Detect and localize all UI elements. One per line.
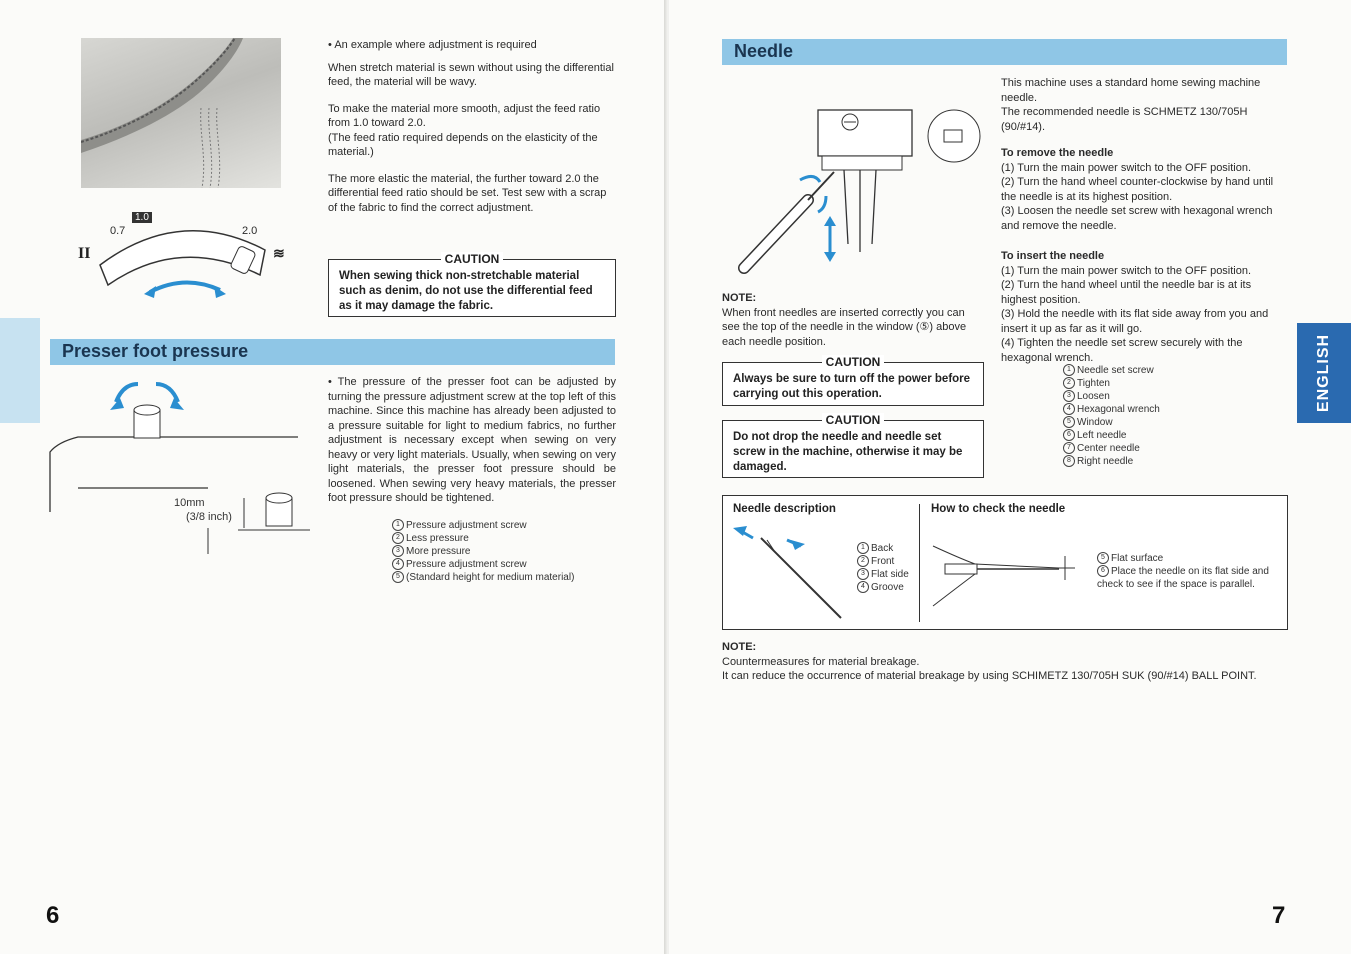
remove-title: To remove the needle [1001,147,1114,159]
needle-heading-band [722,39,1287,65]
presser-dim-mm: 10mm [174,497,205,509]
remove-step-3: (3) Loosen the needle set screw with hexagonal wrench and remove the needle. [1001,205,1273,232]
left-side-tab [0,318,40,423]
presser-legend-3: More pressure [406,546,471,557]
wavy-fabric-photo [81,38,281,188]
stretch-p3: (The feed ratio required depends on the elasticity of the material.) [328,131,598,158]
needle-info-box [722,495,1288,630]
dial-min-label: 0.7 [110,225,126,237]
presser-legend-1: Pressure adjustment screw [406,520,527,531]
presser-legend-2: Less pressure [406,533,469,544]
needle-note-body: When front needles are inserted correctly you can see the top of the needle in the window (⑤) above each needle position. [722,306,967,348]
insert-step-1: (1) Turn the main power switch to the OFF position. [1001,264,1252,277]
insert-step-2: (2) Turn the hand wheel until the needle bar is at its highest position. [1001,279,1252,306]
needle-note-title: NOTE: [722,292,757,304]
stretch-p2: To make the material more smooth, adjust the feed ratio from 1.0 toward 2.0. [328,102,601,129]
note2-line2: It can reduce the occurrence of material breakage by using SCHIMETZ 130/705H SUK (90/#14) BALL POINT. [722,670,1257,682]
desc-legend-2: Front [871,556,895,567]
svg-text:II: II [78,245,91,262]
presser-legend-4: Pressure adjustment screw [406,559,527,570]
caution-drop-body: Do not drop the needle and needle set screw in the machine, otherwise it may be damaged. [733,431,963,473]
page-number-left: 6 [46,902,60,929]
stretch-bullet-title: An example where adjustment is required [334,39,537,51]
presser-heading: Presser foot pressure [62,341,249,361]
check-legend-1: Flat surface [1111,553,1164,564]
note2-line1: Countermeasures for material breakage. [722,655,920,668]
presser-text-block: • The pressure of the presser foot can be adjusted by turning the pressure adjustment screw at the top left of this machine. Since this machine has already been adjusted to a pressure suitable for light to medium fabrics, no further adjustment is necessary except when sewing on very heavy or very light materials. Usually, when sewing on very light materials, the presser foot pressure should be loosened. When sewing very heavy materials, the presser foot pressure should be tightened. [328,376,616,504]
remove-step-2: (2) Turn the hand wheel counter-clockwise by hand until the needle is at its highest position. [1001,176,1274,203]
needle-legend: 1 Needle set screw 2 Tighten 3 Loosen 4 Hexagonal wrench 5 Window 6 Left needle 7 Center needle 8 Right needle [1063,364,1160,468]
english-language-tab [1297,323,1351,423]
stretch-p1: When stretch material is sewn without using the differential feed, the material will be wavy. [328,61,614,88]
caution-differential-feed [328,252,616,317]
needle-heading: Needle [734,41,794,61]
needle-legend-1: Needle set screw [1077,365,1154,376]
needle-recommended: The recommended needle is SCHMETZ 130/705H (90/#14). [1001,106,1248,133]
needle-legend-2: Tighten [1077,378,1110,389]
needle-legend-5: Window [1077,417,1113,428]
desc-legend-4: Groove [871,582,904,593]
needle-intro: This machine uses a standard home sewing machine needle. [1001,77,1261,104]
caution-title: CAUTION [441,252,504,266]
needle-text-block [1001,76,1287,365]
presser-body: The pressure of the presser foot can be adjusted by turning the pressure adjustment screw at the top left of this machine. Since this machine has already been adjusted to a pressure suitable for light to medium fabrics, no further adjustment is necessary except when sewing on very heavy or very light materials. Usually, when sewing on very light materials, the presser foot pressure should be loosened. When sewing very heavy materials, the presser foot pressure should be tightened. [328,376,616,504]
desc-legend-1: Back [871,543,894,554]
remove-step-1: (1) Turn the main power switch to the OFF position. [1001,161,1252,174]
insert-step-4: (4) Tighten the needle set screw securely with the hexagonal wrench. [1001,337,1243,364]
needle-legend-4: Hexagonal wrench [1077,404,1160,415]
left-page [0,0,667,954]
needle-description-title: Needle description [733,503,836,515]
note2-title: NOTE: [722,641,757,653]
check-needle-figure [929,522,1089,622]
dial-mid-label: 1.0 [132,212,152,223]
presser-legend: 1 Pressure adjustment screw 2 Less pressure 3 More pressure 4 Pressure adjustment screw 5 (Standard height for medium material) [392,519,574,584]
needle-legend-7: Center needle [1077,443,1140,454]
presser-foot-diagram [48,372,318,562]
caution-power-off [722,355,984,406]
needle-legend-6: Left needle [1077,430,1127,441]
needle-legend-8: Right needle [1077,456,1134,467]
check-needle-legend: 5 Flat surface 6 Place the needle on its flat side and check to see if the space is parallel. [1097,553,1269,590]
check-legend-2: Place the needle on its flat side and check to see if the space is parallel. [1097,566,1269,590]
insert-step-3: (3) Hold the needle with its flat side away from you and insert it up as far as it will go. [1001,308,1269,335]
desc-legend-3: Flat side [871,569,909,580]
presser-legend-5: (Standard height for medium material) [406,572,575,583]
caution-drop-title: CAUTION [822,413,885,427]
needle-change-diagram [722,72,992,282]
presser-heading-band [50,339,615,365]
caution-drop-needle [722,413,984,478]
needle-description-legend: 1 Back 2 Front 3 Flat side 4 Groove [857,542,909,594]
needle-legend-3: Loosen [1077,391,1110,402]
material-breakage-note [722,640,1302,684]
stretch-text-block: • An example where adjustment is required When stretch material is sewn without using the differential feed, the material will be wavy. To make the material more smooth, adjust the feed ratio from 1.0 toward 2.0. (The feed ratio required depends on the elasticity of the material.) The more elastic the material, the further toward 2.0 the differential feed ratio should be set. Test sew with a scrap of the fabric to find the correct adjustment. [328,38,616,215]
page-number-right: 7 [1272,902,1286,929]
needle-note [722,291,984,349]
differential-feed-dial [70,210,300,300]
stretch-p4: The more elastic the material, the further toward 2.0 the differential feed ratio should be set. Test sew with a scrap of the fabric to find the correct adjustment. [328,172,607,214]
check-needle-title: How to check the needle [931,503,1066,515]
dial-max-label: 2.0 [242,225,258,237]
insert-title: To insert the needle [1001,250,1105,262]
needle-description-figure [731,522,851,622]
english-tab-label: ENGLISH [1315,333,1332,413]
svg-text:≋: ≋ [273,245,285,261]
presser-dim-inch: (3/8 inch) [186,511,232,523]
caution-body: When sewing thick non-stretchable material such as denim, do not use the differential feed as it may damage the fabric. [339,270,593,312]
caution-power-title: CAUTION [822,355,885,369]
caution-power-body: Always be sure to turn off the power before carrying out this operation. [733,373,971,400]
